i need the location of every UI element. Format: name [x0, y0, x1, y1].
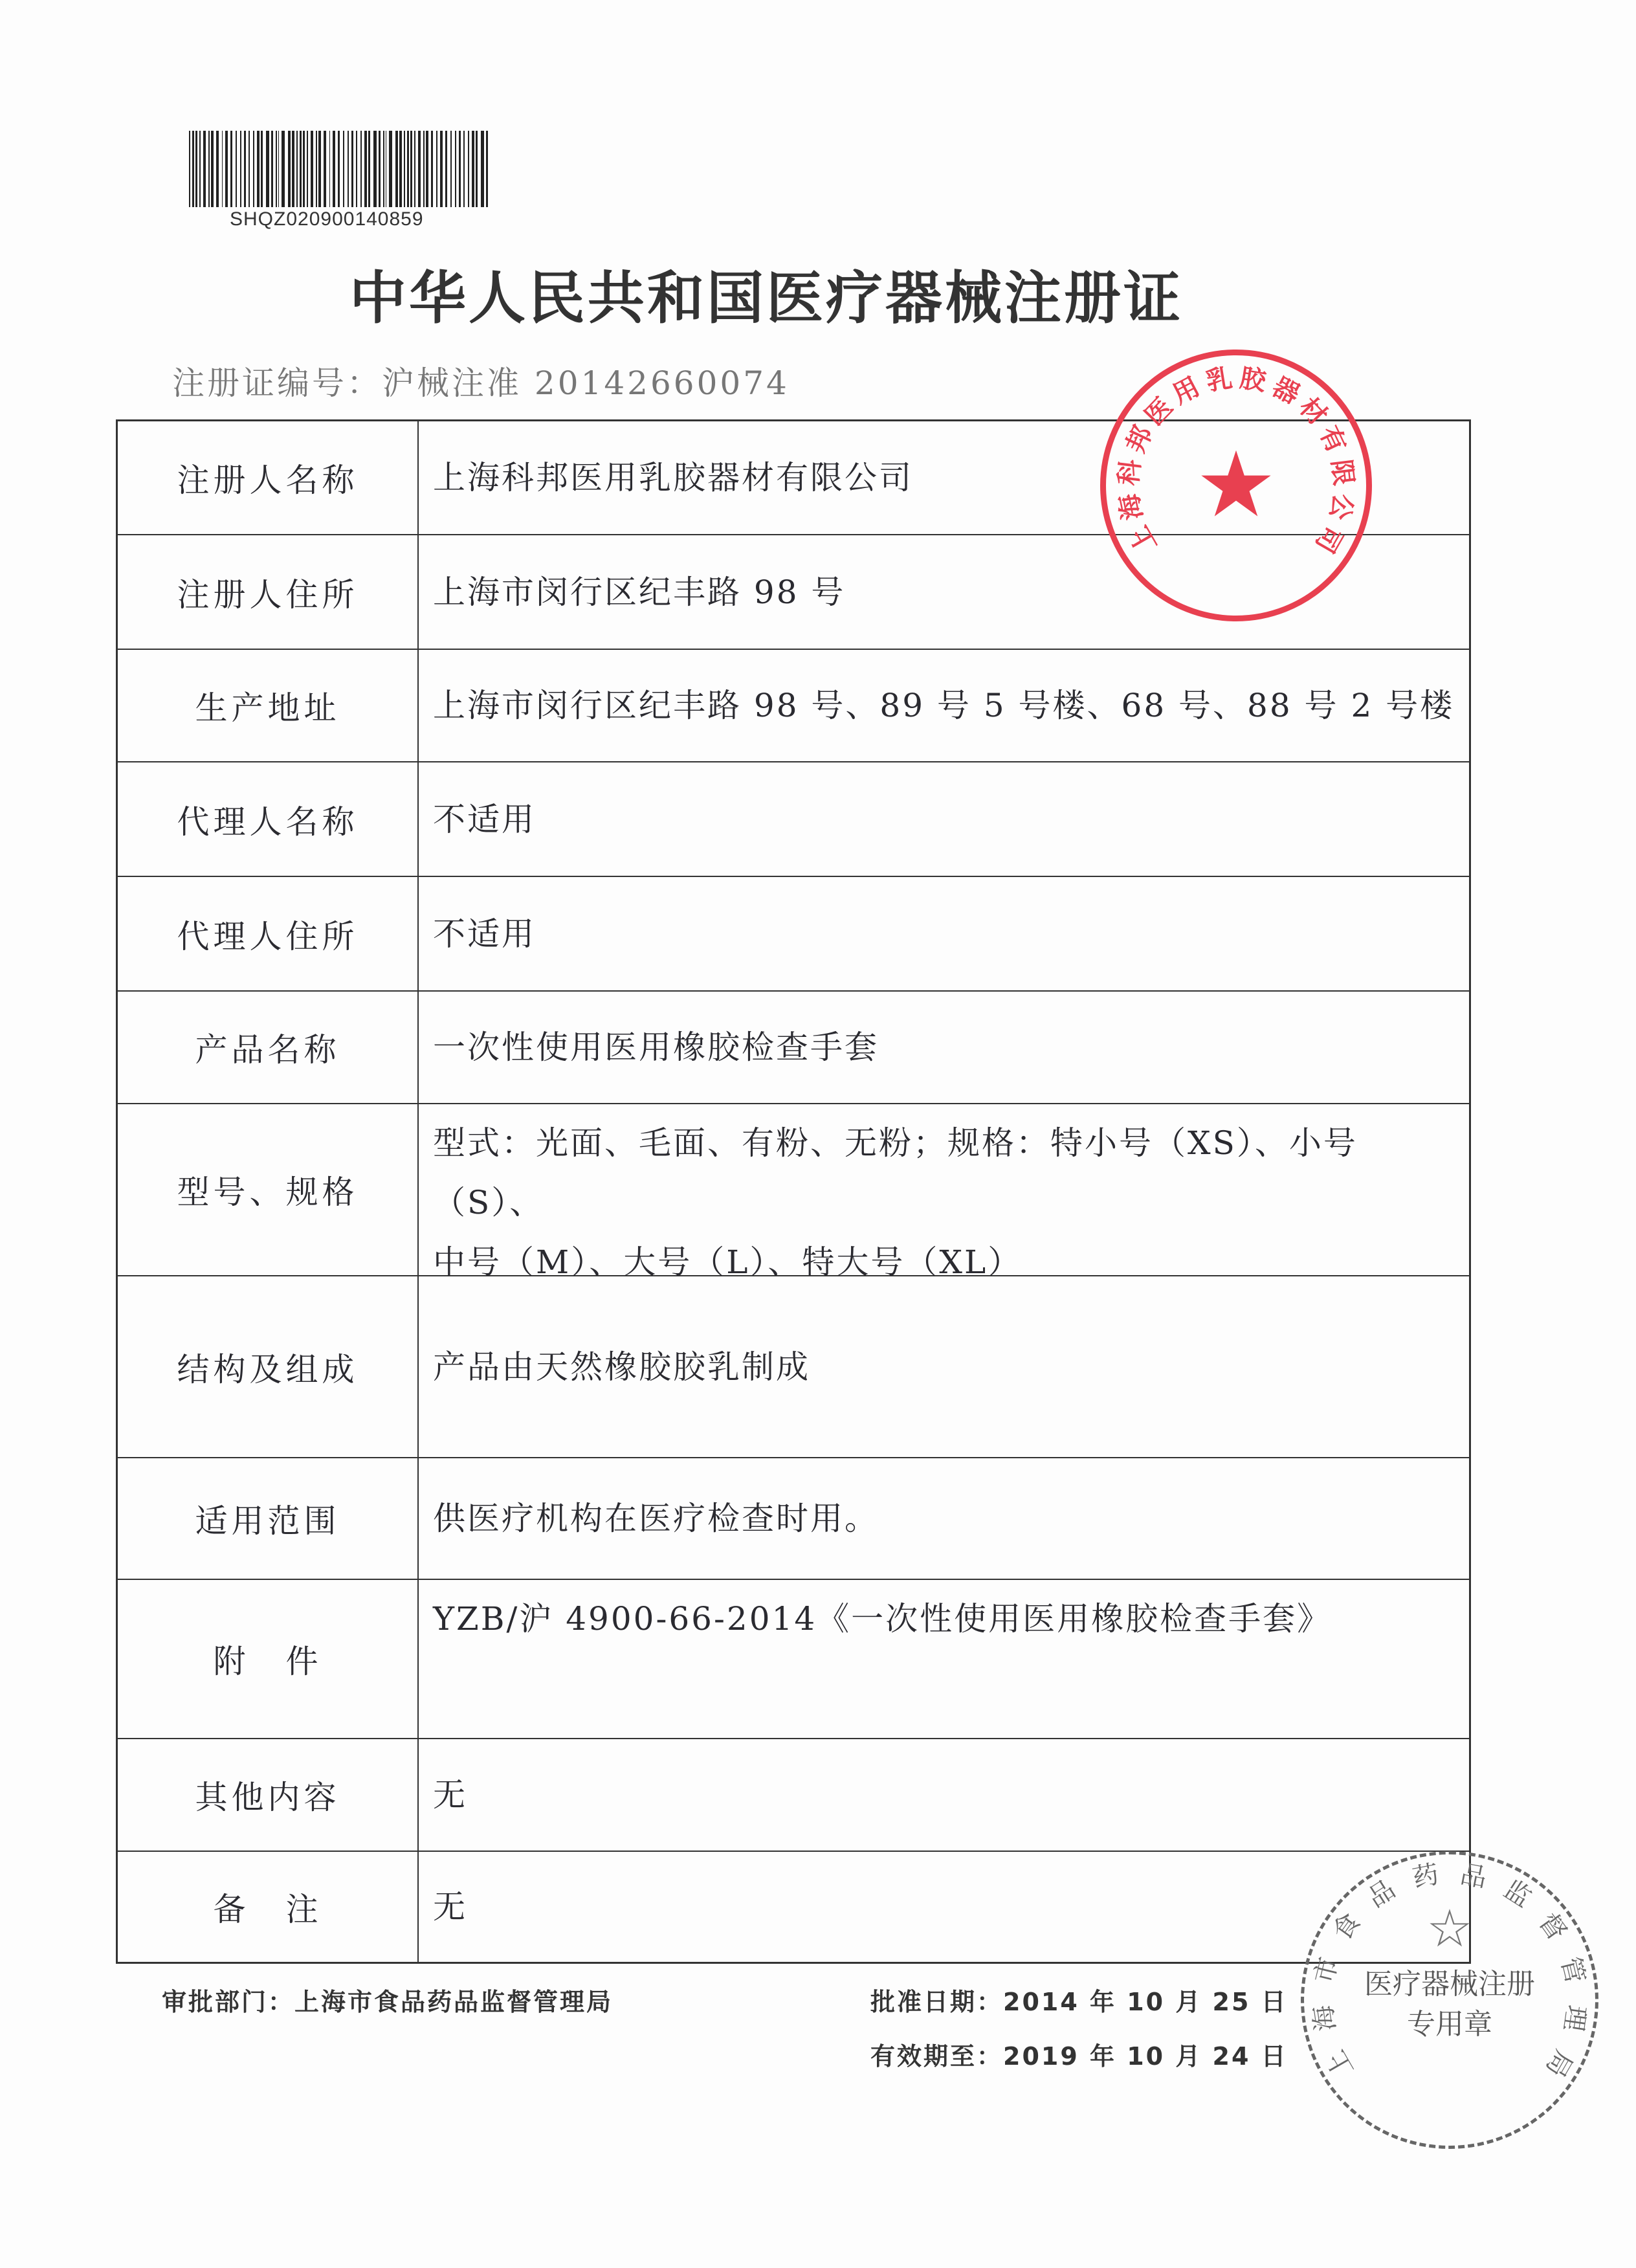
barcode-bar: [423, 131, 425, 207]
barcode-bar: [410, 131, 412, 207]
barcode-bar: [195, 131, 197, 207]
row-label: 适用范围: [118, 1458, 419, 1579]
barcode-bar: [288, 131, 291, 207]
barcode-bar: [303, 131, 305, 207]
registration-number: 注册证编号：沪械注准 20142660074: [172, 364, 790, 402]
row-label: 结构及组成: [118, 1276, 419, 1457]
row-label: 代理人住所: [118, 877, 419, 990]
barcode-bar: [253, 131, 254, 207]
row-label: 注册人住所: [118, 535, 419, 649]
seal-ring-char: 理: [1558, 2003, 1591, 2033]
barcode-bar: [486, 131, 488, 207]
barcode-bar: [189, 131, 190, 207]
barcode-bar: [373, 131, 376, 207]
barcode-bar: [395, 131, 398, 207]
barcode: [189, 131, 491, 207]
barcode-bar: [192, 131, 194, 207]
row-label: 代理人名称: [118, 762, 419, 876]
seal-ring-char: 司: [1309, 520, 1348, 558]
barcode-bar: [431, 131, 433, 207]
seal-ring-char: 器: [1267, 372, 1305, 410]
table-row: [118, 990, 1469, 1103]
row-label: 附 件: [118, 1580, 419, 1738]
seal-ring-char: 药: [1410, 1859, 1442, 1893]
row-value: 无: [433, 1776, 467, 1814]
table-row: [118, 1275, 1469, 1457]
row-label: 备 注: [118, 1852, 419, 1962]
seal-ring-char: 邦: [1120, 421, 1159, 458]
barcode-bar: [292, 131, 294, 207]
row-label: 注册人名称: [118, 421, 419, 534]
barcode-bar: [199, 131, 201, 207]
barcode-bar: [436, 131, 437, 207]
valid-until: 有效期至：2019 年 10 月 24 日: [870, 2042, 1288, 2071]
table-row: [118, 1738, 1469, 1851]
seal-ring-char: 品: [1362, 1874, 1400, 1914]
table-row: [118, 1457, 1469, 1579]
row-label: 生产地址: [118, 650, 419, 761]
row-value: 产品由天然橡胶胶乳制成: [433, 1348, 810, 1386]
barcode-bar: [356, 131, 358, 207]
barcode-bar: [230, 131, 232, 207]
barcode-bar: [240, 131, 242, 207]
barcode-bar: [364, 131, 367, 207]
row-value: 供医疗机构在医疗检查时用。: [433, 1500, 879, 1537]
row-value: 上海科邦医用乳胶器材有限公司: [433, 459, 913, 496]
row-value: 上海市闵行区纪丰路 98 号: [433, 573, 846, 611]
star-icon: ★: [1195, 432, 1277, 538]
row-value: 不适用: [433, 915, 536, 953]
barcode-bar: [351, 131, 353, 207]
barcode-bar: [463, 131, 465, 207]
barcode-bar: [266, 131, 269, 207]
barcode-bar: [440, 131, 443, 207]
barcode-bar: [244, 131, 246, 207]
seal-ring-char: 食: [1327, 1907, 1367, 1946]
seal-ring-char: 海: [1308, 2003, 1342, 2033]
barcode-number: SHQZ020900140859: [230, 208, 424, 230]
row-value: 型式：光面、毛面、有粉、无粉；规格：特小号（XS）、小号（S）、 中号（M）、大号（L）、特大号（XL）: [433, 1124, 1358, 1281]
barcode-bar: [271, 131, 273, 207]
barcode-bar: [338, 131, 340, 207]
seal-ring-char: 科: [1113, 458, 1147, 487]
seal-ring-char: 管: [1554, 1954, 1590, 1986]
approval-date: 批准日期：2014 年 10 月 25 日: [870, 1988, 1288, 2016]
row-label: 产品名称: [118, 992, 419, 1103]
row-value: 一次性使用医用橡胶检查手套: [433, 1028, 879, 1066]
agency-seal: [1301, 1851, 1598, 2149]
barcode-bar: [249, 131, 250, 207]
barcode-bar: [476, 131, 478, 207]
seal-ring-char: 限: [1325, 458, 1359, 487]
row-value: 上海市闵行区纪丰路 98 号、89 号 5 号楼、68 号、88 号 2 号楼: [433, 687, 1455, 724]
barcode-bar: [300, 131, 302, 207]
barcode-bar: [426, 131, 428, 207]
seal-ring-char: 材: [1293, 392, 1333, 432]
barcode-bar: [296, 131, 298, 207]
registration-table: [116, 419, 1471, 1964]
barcode-bar: [418, 131, 421, 207]
barcode-bar: [216, 131, 218, 207]
barcode-bar: [278, 131, 280, 207]
barcode-bar: [386, 131, 387, 207]
barcode-bar: [399, 131, 402, 207]
barcode-bar: [407, 131, 409, 207]
approval-department: 审批部门：上海市食品药品监督管理局: [162, 1988, 614, 2016]
seal-ring-char: 市: [1309, 1954, 1345, 1986]
table-row: [118, 1579, 1469, 1738]
barcode-bar: [261, 131, 263, 207]
barcode-bar: [208, 131, 210, 207]
barcode-bar: [404, 131, 405, 207]
barcode-bar: [468, 131, 469, 207]
seal-ring-char: 有: [1313, 421, 1352, 458]
row-value: 无: [433, 1888, 467, 1926]
barcode-bar: [311, 131, 313, 207]
barcode-bar: [368, 131, 370, 207]
seal-ring-char: 乳: [1204, 363, 1234, 397]
seal-ring-char: 品: [1457, 1859, 1489, 1893]
barcode-bar: [333, 131, 335, 207]
row-label: 其他内容: [118, 1739, 419, 1851]
seal-ring-char: 胶: [1238, 363, 1268, 397]
barcode-bar: [236, 131, 237, 207]
barcode-bar: [379, 131, 381, 207]
barcode-bar: [459, 131, 461, 207]
seal-ring-char: 上: [1321, 2044, 1360, 2082]
barcode-bar: [445, 131, 447, 207]
barcode-bar: [348, 131, 349, 207]
barcode-bar: [450, 131, 452, 207]
barcode-bar: [307, 131, 309, 207]
barcode-bar: [472, 131, 474, 207]
seal-ring-char: 局: [1539, 2044, 1578, 2082]
seal-ring-char: 用: [1167, 372, 1205, 410]
seal-ring-char: 公: [1323, 491, 1358, 523]
table-row: [118, 1851, 1469, 1962]
barcode-bar: [211, 131, 214, 207]
barcode-bar: [389, 131, 392, 207]
company-seal: [1100, 350, 1372, 621]
table-row: [118, 761, 1469, 876]
table-row: [118, 876, 1469, 990]
table-row: [118, 649, 1469, 761]
barcode-bar: [481, 131, 483, 207]
barcode-bar: [343, 131, 344, 207]
barcode-bar: [282, 131, 284, 207]
barcode-bar: [316, 131, 317, 207]
barcode-bar: [383, 131, 384, 207]
seal-ring-char: 医: [1139, 392, 1179, 432]
document-title: 中华人民共和国医疗器械注册证: [349, 265, 1184, 331]
barcode-bar: [414, 131, 416, 207]
barcode-bar: [276, 131, 277, 207]
barcode-bar: [455, 131, 457, 207]
seal-ring-char: 海: [1114, 491, 1149, 523]
barcode-bar: [329, 131, 331, 207]
agency-seal-center-text: 医疗器械注册专用章: [1364, 1968, 1535, 2041]
barcode-bar: [257, 131, 260, 207]
barcode-bar: [225, 131, 228, 207]
barcode-bar: [203, 131, 206, 207]
seal-ring-char: 上: [1124, 520, 1164, 558]
seal-ring-char: 监: [1499, 1874, 1537, 1914]
table-row: [118, 1103, 1469, 1281]
row-value: 不适用: [433, 800, 536, 838]
barcode-bar: [360, 131, 362, 207]
barcode-bar: [222, 131, 223, 207]
star-icon: ☆: [1426, 1898, 1473, 1959]
row-label: 型号、规格: [118, 1104, 419, 1275]
barcode-bar: [318, 131, 321, 207]
row-value: YZB/沪 4900-66-2014《一次性使用医用橡胶检查手套》: [433, 1600, 1332, 1638]
barcode-bar: [324, 131, 326, 207]
seal-ring-char: 督: [1532, 1907, 1573, 1946]
